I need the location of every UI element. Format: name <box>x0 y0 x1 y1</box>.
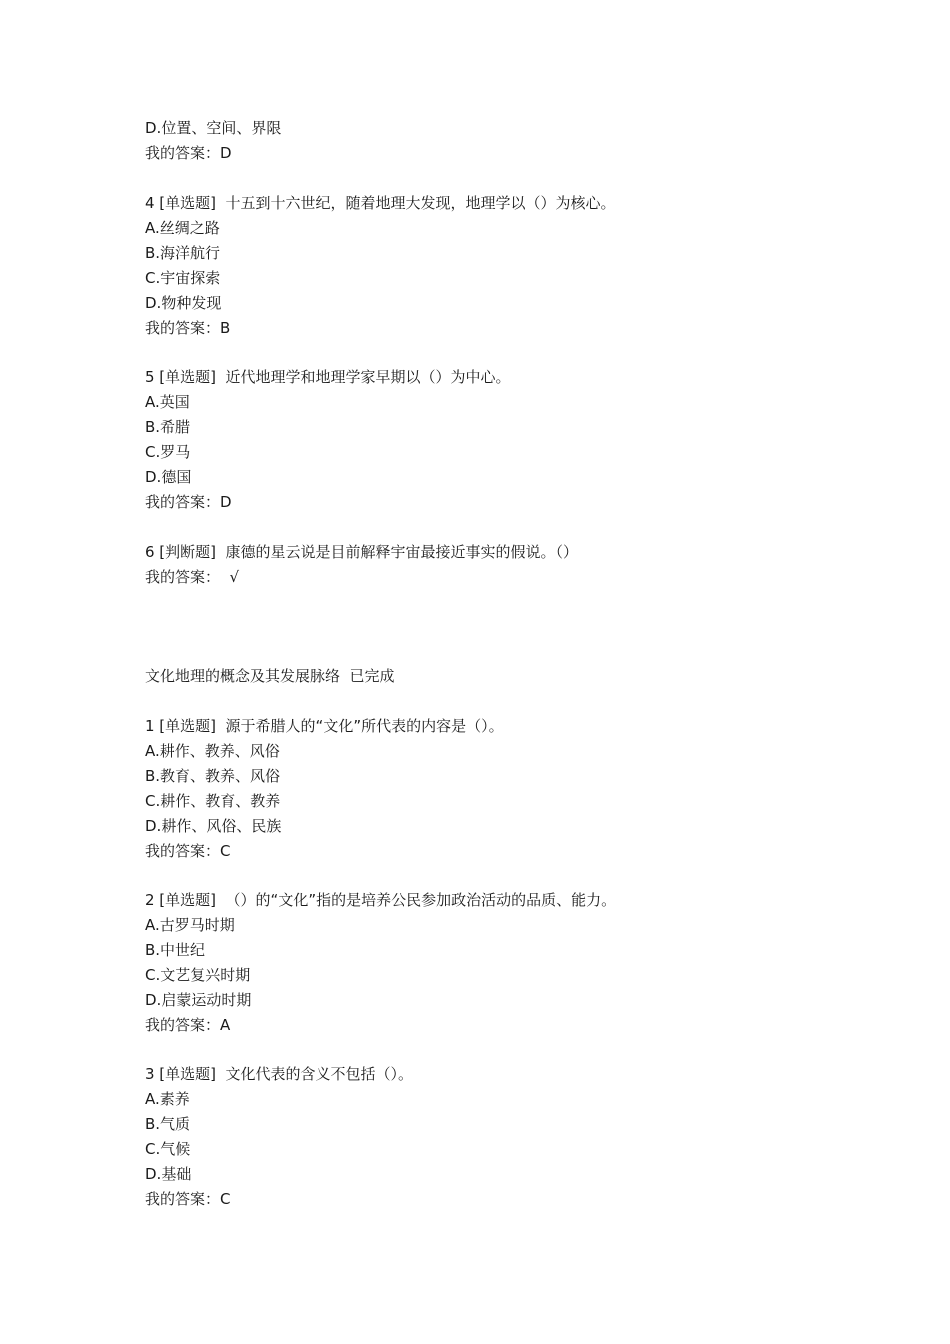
s1-q5-option-d: D.德国 <box>145 468 192 486</box>
section-title: 文化地理的概念及其发展脉络 已完成 <box>145 667 395 685</box>
s2-q1-option-b: B.教育、教养、风俗 <box>145 767 281 785</box>
s2-q2-option-c: C.文艺复兴时期 <box>145 966 251 984</box>
s2-q1-answer: 我的答案：C <box>145 842 231 860</box>
s1-q4-option-d: D.物种发现 <box>145 294 222 312</box>
s2-q1-option-c: C.耕作、教育、教养 <box>145 792 281 810</box>
s1-q5-stem: 5 [单选题] 近代地理学和地理学家早期以（）为中心。 <box>145 368 511 386</box>
s2-q1-option-a: A.耕作、教养、风俗 <box>145 742 280 760</box>
s1-q4-stem: 4 [单选题] 十五到十六世纪，随着地理大发现，地理学以（）为核心。 <box>145 194 616 212</box>
s2-q2-option-d: D.启蒙运动时期 <box>145 991 252 1009</box>
s1-q4-answer: 我的答案：B <box>145 319 231 337</box>
s1-q6-answer: 我的答案： √ <box>145 568 240 586</box>
s1-q3-option-d: D.位置、空间、界限 <box>145 119 282 137</box>
s1-q4-option-a: A.丝绸之路 <box>145 219 220 237</box>
s1-q4-option-c: C.宇宙探索 <box>145 269 221 287</box>
s2-q3-option-c: C.气候 <box>145 1140 191 1158</box>
s2-q3-option-b: B.气质 <box>145 1115 191 1133</box>
s1-q5-answer: 我的答案：D <box>145 493 232 511</box>
s2-q3-option-d: D.基础 <box>145 1165 192 1183</box>
s2-q2-stem: 2 [单选题] （）的“文化”指的是培养公民参加政治活动的品质、能力。 <box>145 891 617 909</box>
s2-q1-option-d: D.耕作、风俗、民族 <box>145 817 282 835</box>
s2-q2-option-b: B.中世纪 <box>145 941 206 959</box>
s1-q6-stem: 6 [判断题] 康德的星云说是目前解释宇宙最接近事实的假说。（） <box>145 543 579 561</box>
s2-q1-stem: 1 [单选题] 源于希腊人的“文化”所代表的内容是（）。 <box>145 717 504 735</box>
s2-q2-answer: 我的答案：A <box>145 1016 231 1034</box>
s1-q5-option-c: C.罗马 <box>145 443 191 461</box>
s1-q5-option-b: B.希腊 <box>145 418 191 436</box>
s2-q3-option-a: A.素养 <box>145 1090 190 1108</box>
s1-q3-answer: 我的答案：D <box>145 144 232 162</box>
s2-q2-option-a: A.古罗马时期 <box>145 916 235 934</box>
s2-q3-stem: 3 [单选题] 文化代表的含义不包括（）。 <box>145 1065 414 1083</box>
s1-q5-option-a: A.英国 <box>145 393 190 411</box>
s1-q4-option-b: B.海洋航行 <box>145 244 221 262</box>
s2-q3-answer: 我的答案：C <box>145 1190 231 1208</box>
